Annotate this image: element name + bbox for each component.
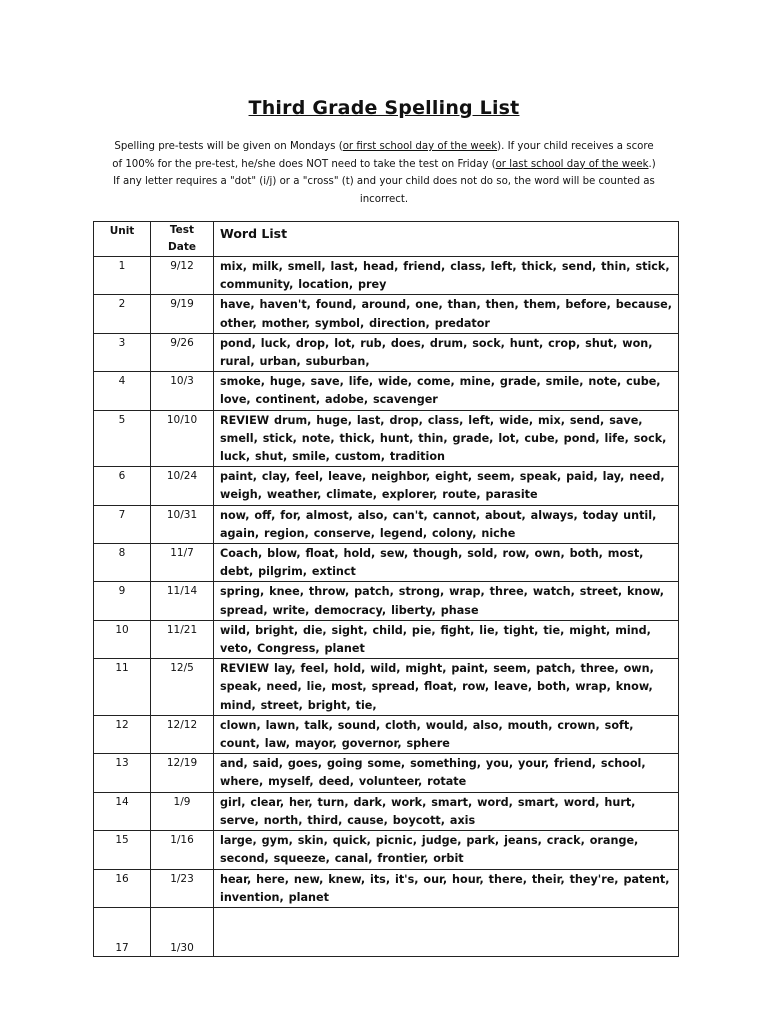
- word-list-cell: pond, luck, drop, lot, rub, does, drum, sock, hunt, crop, shut, won, rural, urban, suburban,: [214, 333, 679, 371]
- test-date-cell: 10/24: [151, 467, 214, 505]
- unit-cell: 12: [94, 715, 151, 753]
- table-row: [94, 659, 679, 716]
- header-unit: Unit: [94, 222, 151, 257]
- unit-cell: 15: [94, 831, 151, 869]
- page-title: Third Grade Spelling List: [248, 97, 520, 119]
- test-date-cell: 9/12: [151, 257, 214, 295]
- test-date-cell: 12/19: [151, 754, 214, 792]
- word-list-cell: Coach, blow, float, hold, sew, though, sold, row, own, both, most, debt, pilgrim, extinct: [214, 544, 679, 582]
- word-list-cell: [214, 907, 679, 956]
- table-row: [94, 410, 679, 467]
- word-list-cell: wild, bright, die, sight, child, pie, fight, lie, tight, tie, might, mind, veto, Congress, planet: [214, 620, 679, 658]
- table-row: [94, 257, 679, 295]
- word-list-cell: paint, clay, feel, leave, neighbor, eight, seem, speak, paid, lay, need, weigh, weather, climate, explorer, route, parasite: [214, 467, 679, 505]
- unit-cell: 3: [94, 333, 151, 371]
- table-row: [94, 792, 679, 830]
- test-date-cell: 10/3: [151, 372, 214, 410]
- table-row: [94, 505, 679, 543]
- table-row: [94, 544, 679, 582]
- test-date-cell: 11/14: [151, 582, 214, 620]
- word-list-cell: mix, milk, smell, last, head, friend, class, left, thick, send, thin, stick, community, location, prey: [214, 257, 679, 295]
- intro-paragraph: [110, 138, 658, 208]
- intro-text-1: Spelling pre-tests will be given on Mondays (: [114, 141, 343, 152]
- unit-cell: 8: [94, 544, 151, 582]
- table-row: [94, 831, 679, 869]
- unit-cell: 4: [94, 372, 151, 410]
- word-list-cell: and, said, goes, going some, something, you, your, friend, school, where, myself, deed, volunteer, rotate: [214, 754, 679, 792]
- unit-cell: 16: [94, 869, 151, 907]
- unit-cell: 17: [94, 907, 151, 956]
- unit-cell: 7: [94, 505, 151, 543]
- header-date-line1: Test: [169, 224, 195, 236]
- unit-cell: 14: [94, 792, 151, 830]
- unit-cell: 9: [94, 582, 151, 620]
- word-list-cell: have, haven't, found, around, one, than, then, them, before, because, other, mother, symbol, direction, predator: [214, 295, 679, 333]
- test-date-cell: 10/31: [151, 505, 214, 543]
- word-list-cell: girl, clear, her, turn, dark, work, smart, word, smart, word, hurt, serve, north, third, cause, boycott, axis: [214, 792, 679, 830]
- table-header-row: [94, 222, 679, 257]
- table-row: [94, 715, 679, 753]
- unit-cell: 11: [94, 659, 151, 716]
- intro-text-3: .) If any letter requires a "dot" (i/j) or a "cross" (t) and your child does not do so, the word will be counted as incorrect.: [113, 158, 656, 205]
- test-date-cell: 10/10: [151, 410, 214, 467]
- unit-cell: 2: [94, 295, 151, 333]
- word-list-cell: hear, here, new, knew, its, it's, our, hour, there, their, they're, patent, invention, planet: [214, 869, 679, 907]
- word-list-cell: REVIEW lay, feel, hold, wild, might, paint, seem, patch, three, own, speak, need, lie, most, spread, float, row, leave, both, wrap, know, mind, street, bright, tie,: [214, 659, 679, 716]
- test-date-cell: 12/12: [151, 715, 214, 753]
- word-list-cell: spring, knee, throw, patch, strong, wrap, three, watch, street, know, spread, write, democracy, liberty, phase: [214, 582, 679, 620]
- test-date-cell: 1/16: [151, 831, 214, 869]
- header-word-list: Word List: [214, 222, 679, 257]
- table-row: [94, 372, 679, 410]
- test-date-cell: 1/30: [151, 907, 214, 956]
- word-list-cell: now, off, for, almost, also, can't, cannot, about, always, today until, again, region, conserve, legend, colony, niche: [214, 505, 679, 543]
- spelling-table: [93, 221, 679, 957]
- unit-cell: 6: [94, 467, 151, 505]
- unit-cell: 5: [94, 410, 151, 467]
- test-date-cell: 9/26: [151, 333, 214, 371]
- header-test-date: [151, 222, 214, 257]
- table-row: [94, 582, 679, 620]
- intro-underlined-1: or first school day of the week: [342, 141, 498, 152]
- table-row: [94, 467, 679, 505]
- unit-cell: 10: [94, 620, 151, 658]
- test-date-cell: 9/19: [151, 295, 214, 333]
- test-date-cell: 1/23: [151, 869, 214, 907]
- header-date-line2: Date: [168, 241, 196, 253]
- intro-text-2: ). If your child receives a score of 100% for the pre-test, he/she does NOT need to take the test on Friday (: [112, 141, 654, 170]
- word-list-cell: REVIEW drum, huge, last, drop, class, left, wide, mix, send, save, smell, stick, note, thick, hunt, thin, grade, lot, cube, pond, life, sock, luck, shut, smile, custom, tradition: [214, 410, 679, 467]
- word-list-cell: large, gym, skin, quick, picnic, judge, park, jeans, crack, orange, second, squeeze, canal, frontier, orbit: [214, 831, 679, 869]
- unit-cell: 1: [94, 257, 151, 295]
- table-row: [94, 907, 679, 956]
- table-row: [94, 869, 679, 907]
- test-date-cell: 11/21: [151, 620, 214, 658]
- test-date-cell: 12/5: [151, 659, 214, 716]
- table-row: [94, 295, 679, 333]
- test-date-cell: 11/7: [151, 544, 214, 582]
- test-date-cell: 1/9: [151, 792, 214, 830]
- table-row: [94, 620, 679, 658]
- word-list-cell: clown, lawn, talk, sound, cloth, would, also, mouth, crown, soft, count, law, mayor, governor, sphere: [214, 715, 679, 753]
- word-list-cell: smoke, huge, save, life, wide, come, mine, grade, smile, note, cube, love, continent, adobe, scavenger: [214, 372, 679, 410]
- unit-cell: 13: [94, 754, 151, 792]
- table-row: [94, 754, 679, 792]
- intro-underlined-2: or last school day of the week: [495, 158, 649, 170]
- table-row: [94, 333, 679, 371]
